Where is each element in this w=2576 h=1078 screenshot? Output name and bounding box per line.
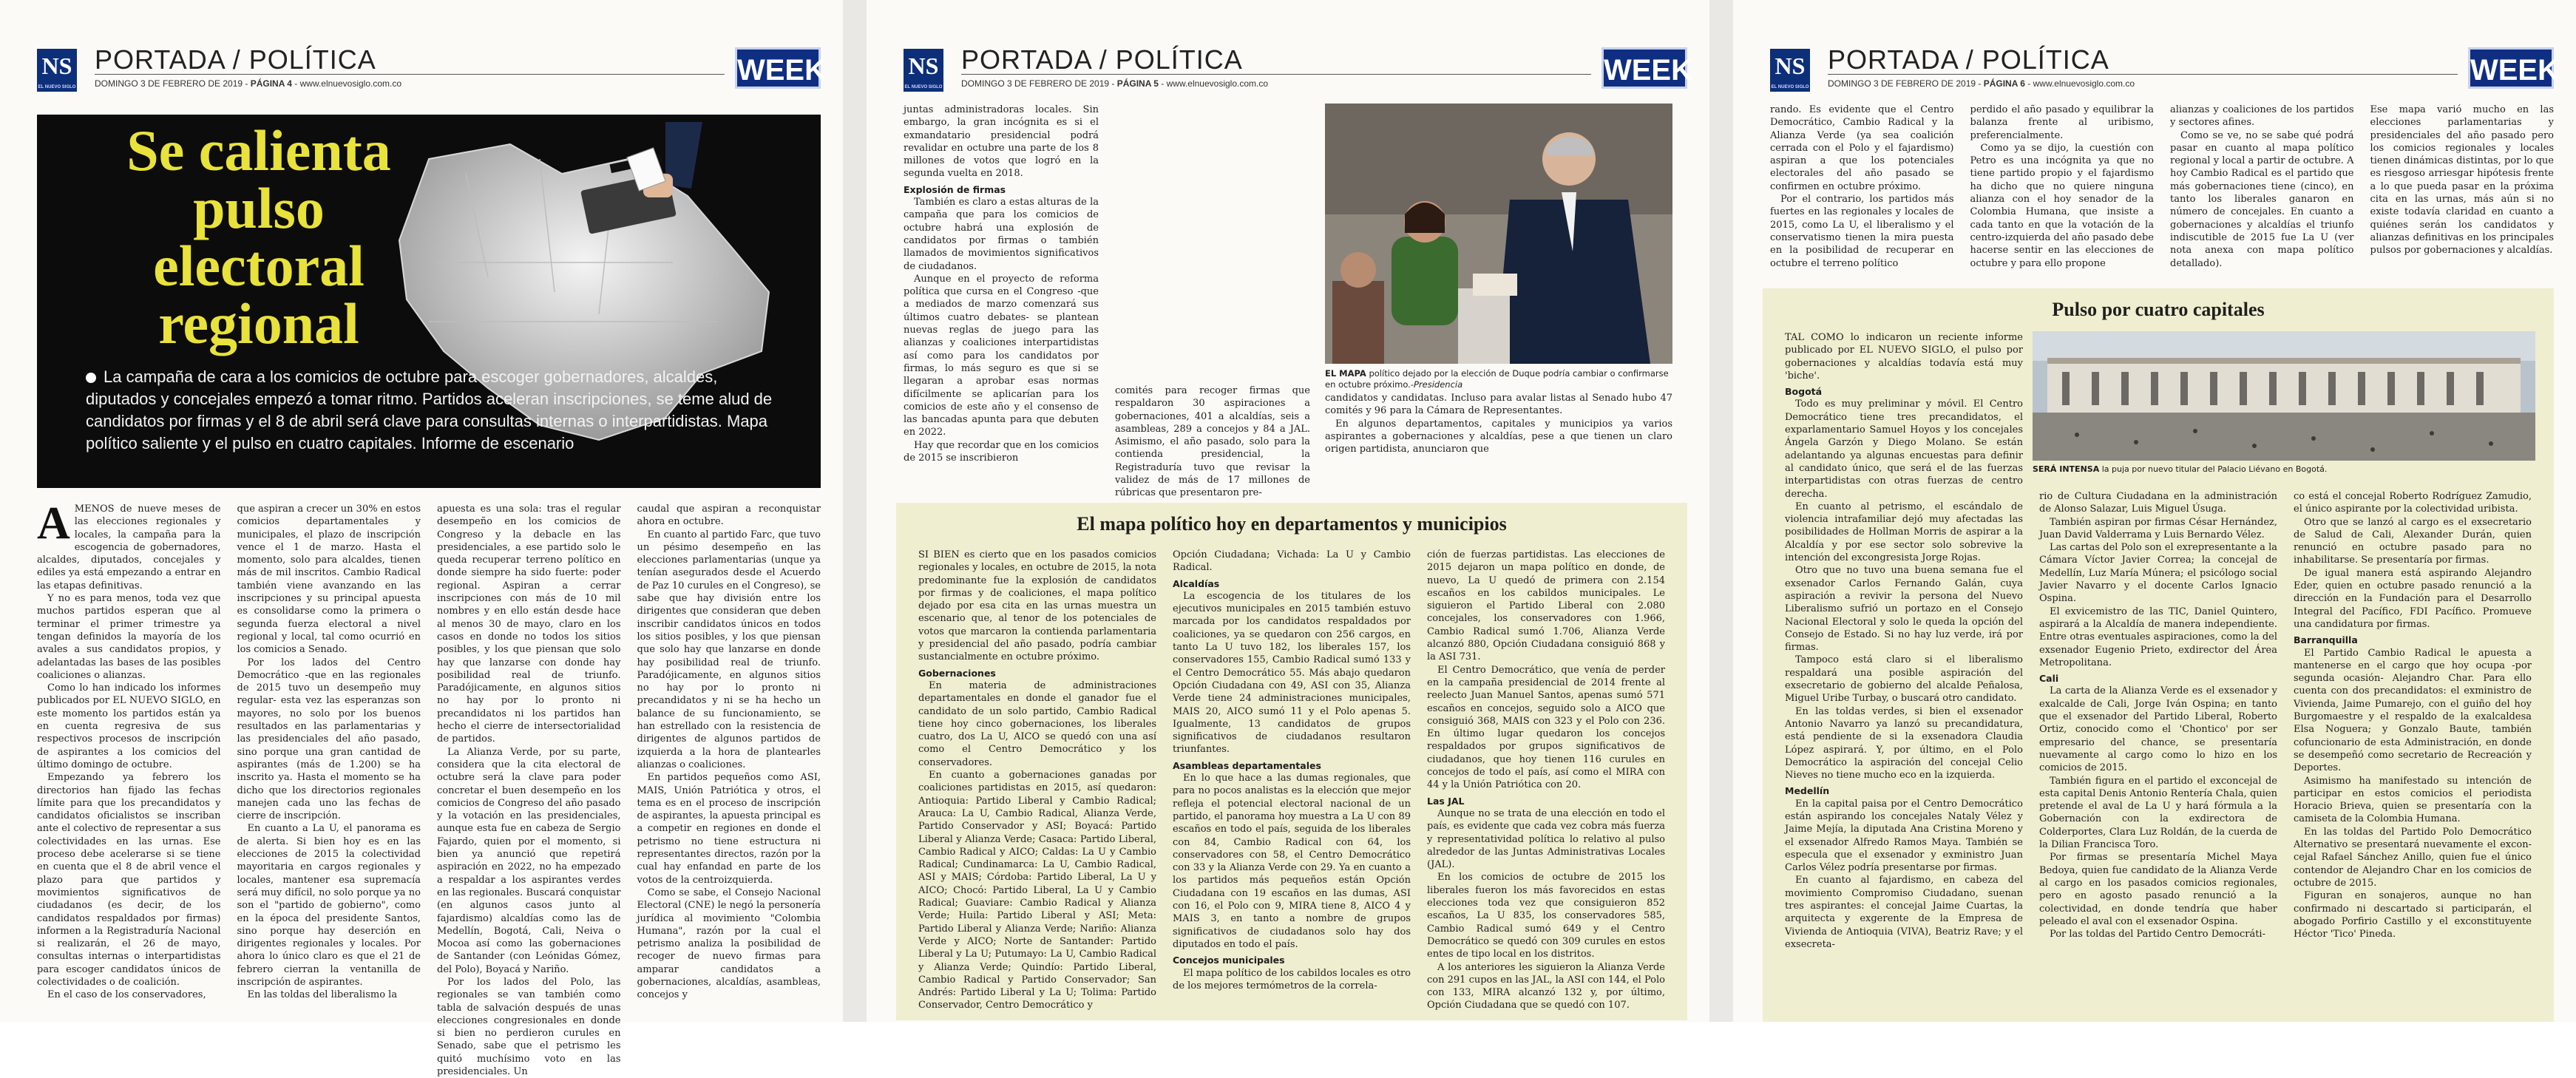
paragraph: Figuran en sonajeros, aunque no han confirmado ni descartado si participarán, el abogado Porfirio Castillo y el exconstituyente Héctor 'Tico' Pineda. — [2294, 890, 2532, 940]
paragraph: En cuanto al petrismo, el escándalo de violencia intrafamiliar dejó muy afectadas las posibilidades de Hollman Morris de aspirar a la Alcaldía y por ese sector solo sobrevive la intención del excongresista Jorge Rojas. — [1785, 501, 2023, 564]
paragraph: En el caso de los conservadores, — [47, 989, 206, 1001]
paragraph: Como lo han indicado los informes publicados por EL NUEVO SIGLO, en este momento los partidos están ya en cuenta regresiva de sus respectivos procesos de inscripción de aspirantes a los comicios del último domingo de octubre. — [37, 682, 221, 770]
article-column-3 — [2170, 104, 2354, 277]
week-badge[interactable]: WEEK — [735, 47, 821, 89]
photo-illustration — [2033, 331, 2535, 461]
ns-logo-subtitle: EL NUEVO SIGLO — [904, 85, 943, 89]
photo-illustration — [1325, 104, 1672, 364]
ns-logo-subtitle: EL NUEVO SIGLO — [1771, 85, 1809, 89]
paragraph: Otro que se lanzó al cargo es el exsecretario de Salud de Cali, Alexander Durán, quien renunció en octubre pasado para no inhabilitarse. Se presentaría por firmas. — [2294, 516, 2532, 566]
paragraph: La Alianza Verde, por su parte, considera que la cita electoral de octubre será la clave para poder concretar el buen desempeño en los comicios de Congreso del año pasado y la votación en las presidenciales, aunque esta fue en cabeza de Sergio Fajardo, quien por el momento, si bien ya anunció que repetirá aspiración en 2022, no ha empezado a respaldar a los aspirantes verdes en las regionales. Buscará conquistar (en algunos casos junto al fajardismo) alcaldías como las de Medellín, Bogotá, Cali, Neiva o Mocoa así como las gobernaciones de Santander (con Leónidas Gómez, del Polo), Boyacá y Nariño. — [437, 746, 621, 975]
paragraph: A los anteriores les siguieron la Alianza Verde con 291 cupos en las JAL, la ASI con 144, el Polo con 133, MIRA alcanzó 132 y, por último, Opción Ciudadana que se quedó con 107. — [1427, 961, 1665, 1011]
page-meta: DOMINGO 3 DE FEBRERO DE 2019 - PÁGINA 6 - www.elnuevosiglo.com.co — [1828, 78, 2135, 89]
ns-logo-subtitle: EL NUEVO SIGLO — [38, 85, 76, 89]
paragraph: En lo que hace a las dumas regionales, que para no pocos analistas es la elección que mejor refleja el potencial electoral nacional de un partido, el panorama hoy muestra a La U con 89 escaños en todo el país, seguida de los liberales con 84, Cambio Radical con 64, los conservadores con 58, el Centro Democrático con 33 y la Alianza Verde con 29. Ya en cuanto a los partidos más pequeños están Opción Ciudadana con 19 escaños en las dumas, ASI con 16, el Polo con 9, MIRA tiene 8, AICO 4 y MAIS 3, en tanto a nombre de grupos significativos de ciudadanos solo hay dos diputados en todo el país. — [1173, 773, 1411, 950]
box-column-3 — [1427, 549, 1665, 1014]
paragraph: La carta de la Alianza Verde es el exsenador y exalcalde de Cali, Jorge Iván Ospina; en tanto que el exsenador del Partido Liberal, Roberto Ortiz, conocido como el 'Chontico' por ser empresario del chance, se presentaría nuevamente al cargo como lo hizo en los comicios de 2015. — [2039, 685, 2277, 774]
paragraph: Por las toldas del Partido Centro Democráti- — [2050, 929, 2265, 940]
page-4 — [0, 0, 843, 1078]
paragraph: Ese mapa varió mucho en las elecciones parlamentarias y presidenciales del año pasado pero los comicios regionales y locales tienen dinámicas distintas, por lo que es riesgoso arriesgar hipótesis frente a lo que pueda pasar en la próxima cita en las urnas, más aún si no existe todavía claridad en cuanto a quiénes serán los candidatos y alianzas definitivas en los principales pulsos por gobernaciones y alcaldías. — [2370, 104, 2554, 257]
paragraph: MENOS de nueve meses de las elecciones regionales y locales, la campaña para la escogencia de gobernadores, alcaldes, diputados, concejales y ediles ya está empezando a entrar en las etapas definitivas. — [37, 504, 221, 591]
photo-caption: EL MAPA político dejado por la elección de Duque podría cambiar o confirmarse en octubre próximo.-Presidencia — [1325, 368, 1669, 390]
paragraph: En materia de administraciones departamentales en donde el ganador fue el candidato de un solo partido, Cambio Radical tiene hoy cinco gobernaciones, los liberales cuatro, dos La U, AICO se quedó con una así como el Centro Democrático y los conservadores. — [918, 679, 1156, 768]
box-column-2 — [1173, 549, 1411, 1014]
paragraph: Aunque en el proyecto de reforma política que cursa en el Congreso -que a mediados de marzo comenzará sus últimos cuatro debates- se plantean nuevas reglas de juego para las alianzas y coaliciones interpartidistas así como para los candidatos por firmas, lo más seguro es que si se llegaran a aprobar esas normas difícilmente se aplicarían para los comicios de este año y el consenso de las bancadas apunta para que debuten en 2022. — [904, 273, 1099, 438]
week-badge[interactable]: WEEK — [2468, 47, 2554, 89]
paragraph: Otro que no tuvo una buena semana fue el exsenador Carlos Fernando Galán, cuya aspiración a revivir la persona del Nuevo Liberalismo sufrió un portazo en el Consejo Nacional Electoral y solo le queda la opción del Consejo de Estado. Si no hay luz verde, irá por firmas. — [1785, 565, 2023, 654]
article-column-1 — [1770, 104, 1954, 277]
ns-logo[interactable]: NS EL NUEVO SIGLO — [1770, 49, 1810, 92]
page-gutter — [1709, 0, 1733, 1022]
box-title: El mapa político hoy en departamentos y municipios — [1077, 513, 1507, 535]
paragraph: Por firmas se presentaría Michel Maya Bedoya, quien fue candidato de la Alianza Verde al cargo en los pasados comicios regionales, pero en agosto pasado renunció a la colectividad, en donde tendría que haber peleado el aval con el exsenador Ospina. — [2039, 852, 2277, 927]
header-rule — [95, 74, 725, 75]
subheading: Gobernaciones — [918, 667, 996, 679]
paragraph: rio de Cultura Ciudadana en la administración de Alonso Salazar, Luis Miguel Úsuga. — [2039, 491, 2277, 515]
paragraph: Por el contrario, los partidos más fuertes en las regionales y locales de 2015, como La U, el liberalismo y el conservatismo tienen la mira puesta en la posibilidad de recuperar en octubre el terreno político — [1770, 194, 1954, 269]
paragraph: Empezando ya febrero los directorios han fijado las fechas límite para que los precandidatos y candidatos oficialistos se inscriban ante el colectivo de representar a sus colectividades en las urnas. Ese proceso debe acelerarse si se tiene en cuenta que el 8 de abril vence el plazo para que partidos y movimientos significativos de ciudadanos (es decir, de los candidatos respaldados por firmas) informen a la Registraduría Nacional si realizarán, el 26 de mayo, consultas internas o interpartidistas para escoger candidatos únicos de colectividades o de coalición. — [37, 772, 221, 988]
feature-title: Se calienta pulso electoral regional — [126, 118, 391, 356]
page-meta: DOMINGO 3 DE FEBRERO DE 2019 - PÁGINA 4 - www.elnuevosiglo.com.co — [95, 78, 402, 89]
paragraph: alianzas y coaliciones de los partidos y sectores afines. — [2170, 104, 2354, 129]
paragraph: En la capital paisa por el Centro Democrático están aspirando los concejales Nataly Vélez y Jaime Mejía, la diputada Ana Cristina Moreno y el exsenador Alfredo Ramos Maya. También se especula que el exsenador y exministro Juan Carlos Vélez podría presentarse por firmas. — [1785, 798, 2023, 874]
photo-duque — [1325, 104, 1672, 364]
article-column-2 — [1115, 104, 1310, 499]
paragraph: El exvicemistro de las TIC, Daniel Quintero, aspirará a la Alcaldía de manera independiente. Entre otras eventuales aspiraciones, como la del exsenador Eugenio Prieto, exdirector del Área Metropolitana. — [2039, 606, 2277, 668]
paragraph: En las toldas del Partido Polo Democrático Alternativo se presentará nuevamente el excon-cejal Rafael Sánchez Anillo, quien fue el único contendor de Alejandro Char en los comicios de octubre de 2015. — [2294, 826, 2532, 889]
article-columns — [37, 498, 821, 1078]
header-rule — [1828, 74, 2458, 75]
paragraph: TAL COMO lo indicaron un reciente informe publicado por EL NUEVO SIGLO, el pulso por gobernaciones y alcaldías todavía está muy 'biche'. — [1785, 332, 2023, 382]
dropcap: A — [37, 498, 70, 549]
article-columns-top-right — [1325, 392, 1672, 495]
political-map-box — [896, 503, 1687, 1020]
paragraph: En los comicios de octubre de 2015 los liberales fueron los más favorecidos en estas elecciones toda vez que consiguieron 852 escaños, La U 835, los conservadores 585, Cambio Radical sumó 649 y el Centro Democrático se quedó con 309 curules en estos entes de tipo local en los distritos. — [1427, 872, 1665, 960]
paragraph: Como se ve, no se sabe qué podrá pasar en cuanto al mapa político regional y local a partir de octubre. A hoy Cambio Radical es el partido que más gobernaciones tiene (cinco), en tanto los liberales ganaron en número de concejales. En cuanto a gobernaciones y alcaldías el triunfo indiscutible de 2015 fue La U (ver nota anexa con mapa político detallado). — [2170, 129, 2354, 269]
subheading: Explosión de firmas — [904, 183, 1006, 195]
subheading: Cali — [2039, 673, 2059, 685]
paragraph: Hay que recordar que en los comicios de 2015 se inscribieron — [904, 439, 1099, 464]
paragraph: En partidos pequeños como ASI, MAIS, Unión Patriótica y otros, el tema es en el proceso de inscripción de aspirantes, la apuesta principal es a competir en regiones en donde el petrismo no tiene estructura ni representantes directos, razón por la cual hay enfandad en parte de los votos de la centroizquierda. — [637, 772, 821, 886]
page-6 — [1733, 0, 2576, 1022]
four-capitals-box — [1763, 288, 2554, 1022]
page-header — [1770, 44, 2559, 96]
page-gutter — [843, 0, 867, 1022]
paragraph: ción de fuerzas partidistas. Las elecciones de 2015 dejaron un mapa político en donde, de nuevo, La U quedó de primera con 2.154 escaños en los cabildos municipales. Le siguieron el Partido Liberal con 2.080 concejales, los conservadores con 1.966, Cambio Radical sumó 1.706, Alianza Verde alcanzó 880, Opción Ciudadana consiguió 868 y la ASI 731. — [1427, 549, 1665, 663]
paragraph: Aunque no se trata de una elección en todo el país, es evidente que cada vez cobra más fuerza y representatividad política lo relativo al pulso alrededor de las Juntas Administrativas Locales (JAL). — [1427, 807, 1665, 871]
paragraph: Como ya se dijo, la cuestión con Petro es una incógnita ya que no tiene partido propio y el fajardismo ha dicho que no quiere ninguna alianza con el hoy senador de la Colombia Humana, que insiste a cada tanto en que la votación de la centro-izquierda del año pasado debe hacerse sentir en las elecciones de octubre y para ello propone — [1970, 142, 2154, 269]
box-columns — [918, 549, 1665, 1014]
paragraph: juntas administradoras locales. Sin embargo, la gran incógnita es si el exmandatario presidencial podrá revalidar en octubre una parte de los 8 millones de votos que logró en la segunda vuelta en 2018. — [904, 104, 1099, 180]
paragraph: perdido el año pasado y equilibrar la balanza frente al uribismo, preferencialmente. — [1970, 104, 2154, 141]
feature-block — [37, 115, 821, 488]
paragraph: En las toldas verdes, si bien el exsenador Antonio Navarro ya lanzó su precandidatura, está pendiente de si la exsenadora Claudia López aspirará. Y, por último, en el Polo Democrático la aspiración del concejal Celio Nieves no tiene mucho eco en la izquierda. — [1785, 705, 2023, 782]
subheading: Bogotá — [1785, 386, 1823, 398]
box-column-1 — [1785, 331, 2023, 1019]
box-column-1 — [918, 549, 1156, 1014]
paragraph: La escogencia de los titulares de los ejecutivos municipales en 2015 también estuvo marcada por los candidatos respaldados por coaliciones, ya se quedaron con 256 cargos, en tanto La U tuvo 182, los liberales 157, los conservadores 155, Cambio Radical sumó 133 y el Centro Democrático 55. Más abajo quedaron Opción Ciudadana con 49, ASI con 35, Alianza Verde tiene 24 administraciones municipales, MAIS 20, AICO sumó 11 y el Polo apenas 5. Igualmente, 13 candidatos de grupos significativos de ciudadanos resultaron triunfantes. — [1173, 590, 1411, 756]
page-header — [904, 44, 1692, 96]
ns-logo[interactable]: NS EL NUEVO SIGLO — [37, 49, 77, 92]
header-rule — [961, 74, 1591, 75]
paragraph: que aspiran a crecer un 30% en estos comicios departamentales y municipales, el plazo de inscripción vence el 1 de marzo. Hasta el momento, solo para alcaldes, tienen más de mil inscritos. Cambio Radical también viene avanzando en las inscripciones y su principal apuesta es consolidarse como la primera o segunda fuerza electoral a nivel regional y local, tal como ocurrió en los comicios a Senado. — [237, 504, 421, 656]
paragraph: Tampoco está claro si el liberalismo respaldará una posible aspiración del exsecretario de gobierno del alcalde Peñalosa, Miguel Uribe Turbay, o buscará otro candidato. — [1785, 654, 2023, 705]
article-column-3 — [1325, 392, 1672, 495]
subheading: Concejos municipales — [1173, 955, 1285, 966]
paragraph: apuesta es una sola: tras el regular desempeño en los comicios de Congreso y la debacle en las presidenciales, a ese partido solo le queda recuperar terreno político en donde siempre ha sido fuerte: poder regional. Aspiran a cerrar inscripciones con más de 10 mil nombres y en ello están desde hace al menos 30 de mayo, claro en los casos en donde no todos los sitios posibles, y los que piensan que solo hay que lanzarse con donde hay posibilidad real de triunfo. Paradójicamente, en algunos sitios no hay por lo pronto ni precandidatos ni los partidos han hecho el cierre de intersectorialidad de partidos. — [437, 504, 621, 745]
paragraph: Por los lados del Polo, las regionales se van también como tabla de salvación después de unas elecciones congresionales en donde si bien no perdieron curules en Senado, sabe que el petrismo les quitó muchísimo voto en las presidenciales. Un — [437, 976, 621, 1078]
subheading: Barranquilla — [2294, 634, 2358, 646]
paragraph: El Partido Cambio Radical le apuesta a mantenerse en el cargo que hoy ocupa -por segunda ocasión- Alejandro Char. Para ello cuenta con dos precandidatos: el exministro de Vivienda, Jaime Pumarejo, con el guiño del hoy Burgomaestre y el respaldo de la exalcaldesa Elsa Noguera; y Gonzalo Baute, también cofuncionario de esta Administración, en donde se desempeñó como secretario de Recreación y Deportes. — [2294, 647, 2532, 774]
subheading: Alcaldías — [1173, 577, 1220, 589]
paragraph: SI BIEN es cierto que en los pasados comicios regionales y locales, en octubre de 2015, la nota predominante fue la explosión de candidatos por firmas y de coaliciones, el mapa político dejado por esa cita en las urnas muestra un escenario que, al tenor de los potenciales de votos que marcaron la contienda parlamentaria y presidencial del año pasado, podría cambiar sustancialmente en octubre próximo. — [918, 549, 1156, 663]
paragraph: También es claro a estas alturas de la campaña que para los comicios de octubre habrá una explosión de candidatos por firmas o también llamados de movimientos significativos de ciudadanos. — [904, 197, 1099, 272]
paragraph: comités para recoger firmas que respaldaron 30 aspiraciones a gobernaciones, 401 a alcaldías, seis a asambleas, 289 a concejos y 84 a JAL. Asimismo, el año pasado, solo para la contienda presidencial, la Registraduría tuvo que revisar la validez de más de 17 millones de rúbricas que presentaron pre- — [1115, 385, 1310, 499]
paragraph: Todo es muy preliminar y móvil. El Centro Democrático tiene tres precandidatos, el exparlamentario Samuel Hoyos y los concejales Ángela Garzón y Diego Molano. Se están adelantando ya algunas encuestas para definir al candidato único, que será el de las fuerzas interpartidistas con otras fuerzas de centro derecha. — [1785, 399, 2023, 500]
paragraph: En las toldas del liberalismo la — [247, 989, 398, 1001]
paragraph: También figura en el partido el exconcejal de esta capital Denis Antonio Rentería Chala, quien pretende el aval de La U y hará fórmula a la Gobernación con la exdirectora de Colderportes, Clara Luz Roldán, de la cuerda de la Dilian Francisca Toro. — [2039, 775, 2277, 851]
paragraph: En cuanto al fajardismo, en cabeza del movimiento Compromiso Ciudadano, suenan tres aspirantes: el concejal Jaime Cuartas, la arquitecta y exgerente de la Empresa de Vivienda de Antioquia (VIVA), Beatriz Rave; y el exsecreta- — [1785, 875, 2023, 950]
subheading: Asambleas departamentales — [1173, 759, 1321, 771]
paragraph: Asimismo ha manifestado su intención de participar en estos comicios el periodista Horacio Brieva, quien se presentaría con la camiseta de la Colombia Humana. — [2294, 775, 2532, 825]
article-column-2 — [1970, 104, 2155, 277]
paragraph: En cuanto a gobernaciones ganadas por coaliciones partidistas en 2015, así quedaron: Antioquia: Partido Liberal y Cambio Radical; Arauca: La U, Cambio Radical, Alianza Verde, Partido Conservador y ASI; Boyacá: Partido Liberal y Alianza Verde; Casaca: Partido Liberal, Cambio Radical y AICO; Caldas: La U y Cambio Radical; Cundinamarca: La U, Cambio Radical, ASI y MAIS; Córdoba: Partido Liberal, La U y AICO; Chocó: Partido Liberal, La U y Cambio Radical; Guaviare: Cambio Radical y Alianza Verde; Huila: Partido Liberal y ASI; Meta: Partido Liberal y Alianza Verde; Nariño: Alianza Verde y AICO; Norte de Santander: Partido Liberal y La U; Putumayo: La U, Cambio Radical y Alianza Verde; Quindío: Partido Liberal, Cambio Radical y Partido Conservador; San Andrés: Partido Liberal y La U; Tolima: Partido Conservador, Centro Democrático y — [918, 770, 1156, 1011]
box-title: Pulso por cuatro capitales — [2052, 299, 2265, 320]
paragraph: Y no es para menos, toda vez que muchos partidos esperan que al terminar el primer trimestre ya tengan definidos la mayoría de los avales a sus candidatos propios, y adelantadas las bases de las posibles coaliciones o alianzas. — [37, 593, 221, 681]
subheading: Medellín — [1785, 785, 1830, 797]
article-columns — [1770, 104, 2554, 277]
section-title: PORTADA / POLÍTICA — [95, 44, 376, 75]
section-title: PORTADA / POLÍTICA — [961, 44, 1243, 75]
paragraph: caudal que aspiran a reconquistar ahora en octubre. — [637, 504, 821, 528]
paragraph: El Centro Democrático, que venía de perder en la campaña presidencial de 2014 frente al reelecto Juan Manuel Santos, apenas sumó 571 escaños en concejos, seguido solo a AICO que consiguió 368, MAIS con 323 y el Polo con 236. En último lugar quedaron los concejos respaldados por grupos significativos de ciudadanos, que hoy tienen 116 curules en concejos de todo el país, así como el MIRA con 44 y la Unión Patriótica con 20. — [1427, 664, 1665, 791]
week-badge[interactable]: WEEK — [1601, 47, 1687, 89]
paragraph: Las cartas del Polo son el exrepresentante a la Cámara Víctor Javier Correa; la concejal de Medellín, Luz María Múnera; el psicólogo social Javier Navarro y el docente Carlos Ignacio Ospina. — [2039, 542, 2277, 605]
article-column-2 — [237, 503, 421, 1013]
article-column-1 — [904, 104, 1099, 495]
paragraph: También aspiran por firmas César Hernández, Juan David Valderrama y Luis Bernardo Vélez. — [2039, 516, 2277, 540]
paragraph: En cuanto al partido Farc, que tuvo un pésimo desempeño en las elecciones parlamentarias (unque ya tenían asegurados desde el Acuerdo de Paz 10 curules en el Congreso), se sabe que hay división entre los dirigentes que consideran que deben inscribir candidatos únicos en todos los sitios posibles, y los que piensan que solo hay que lanzarse en donde hay posibilidad real de triunfo. Paradójicamente, en algunos sitios no hay por lo pronto ni precandidatos y ni se ha hecho un balance de su funcionamiento, se han estrellado con la resistencia de dirigentes de algunos partidos de izquierda a la hora de plantearles alianzas o coaliciones. — [637, 529, 821, 770]
paragraph: Como se sabe, el Consejo Nacional Electoral (CNE) le negó la personería jurídica al movimiento "Colombia Humana", razón por la cual el petrismo analiza la posibilidad de recoger de nuevo firmas para amparar candidatos a gobernaciones, alcaldías, asambleas, concejos y — [637, 887, 821, 1001]
page-5 — [867, 0, 1709, 1022]
article-column-3 — [437, 503, 621, 1078]
paragraph: co está el concejal Roberto Rodríguez Zamudio, el único aspirante por la colectividad uribista. — [2294, 491, 2532, 515]
photo-caption: SERÁ INTENSA la puja por nuevo titular del Palacio Liévano en Bogotá. — [2033, 464, 2328, 474]
bullet-icon — [86, 373, 96, 383]
section-title: PORTADA / POLÍTICA — [1828, 44, 2109, 75]
page-header — [37, 44, 826, 96]
article-columns-top-left — [904, 104, 1310, 499]
paragraph: Por los lados del Centro Democrático -que en las regionales de 2015 tuvo un desempeño muy regular- esta vez las esperanzas son mayores, no solo por los buenos resultados en las parlamentarias y las presidenciales del año pasado, sino porque una gran cantidad de aspirantes (más de 1.200) se ha inscrito ya. Hasta el momento se ha dicho que los directorios regionales manejen cada uno las fechas de cierre de inscripción. — [237, 657, 421, 822]
paragraph: De igual manera está aspirando Alejandro Eder, quien en octubre pasado renunció a la dirección en la Fundación para el Desarrollo Integral del Pacífico, FDI Pacífico. Promueve una candidatura por firmas. — [2294, 567, 2532, 630]
paragraph: El mapa político de los cabildos locales es otro de los mejores termómetros de la correla- — [1173, 967, 1411, 991]
article-column-1 — [37, 498, 221, 1013]
paragraph: rando. Es evidente que el Centro Democrático, Cambio Radical y la Alianza Verde (ya sea coalición cerrada con el Polo y el fajardismo) aspiran a que los potenciales electorales del año pasado se confirmen en octubre próximo. — [1770, 104, 1954, 192]
paragraph: candidatos y candidatas. Incluso para avalar listas al Senado hubo 47 comités y 96 para la Cámara de Representantes. — [1325, 393, 1672, 417]
paragraph: En cuanto a La U, el panorama es de alerta. Si bien hoy es en las elecciones de 2015 la colectividad mayoritaria en cargos regionales y locales, mantener esa supremacía será muy difícil, no solo porque ya no son el "partido de gobierno", como en la época del presidente Santos, sino porque hay deserción en dirigentes regionales y locales. Por ahora lo único claro es que el 21 de febrero cierran la ventanilla de inscripción de aspirantes. — [237, 823, 421, 988]
paragraph: Opción Ciudadana; Vichada: La U y Cambio Radical. — [1173, 549, 1411, 574]
page-meta: DOMINGO 3 DE FEBRERO DE 2019 - PÁGINA 5 - www.elnuevosiglo.com.co — [961, 78, 1269, 89]
article-column-4 — [637, 503, 821, 1013]
subheading: Las JAL — [1427, 795, 1465, 807]
paragraph: En algunos departamentos, capitales y municipios ya varios aspirantes a gobernaciones y alcaldías, pese a que tienen un claro origen partidista, anunciaron que — [1325, 418, 1672, 455]
photo-palacio-lievano — [2033, 331, 2535, 461]
article-column-4 — [2370, 104, 2555, 277]
feature-kicker: La campaña de cara a los comicios de octubre para escoger gobernadores, alcaldes, diputados y concejales empezó a tomar ritmo. Partidos aceleran inscripciones, se teme alud de candidatos por firmas y el 8 de abril será clave para consultas internas o interpartidistas. Mapa político saliente y el pulso en cuatro capitales. Informe de escenario — [86, 367, 773, 452]
ns-logo[interactable]: NS EL NUEVO SIGLO — [904, 49, 943, 92]
